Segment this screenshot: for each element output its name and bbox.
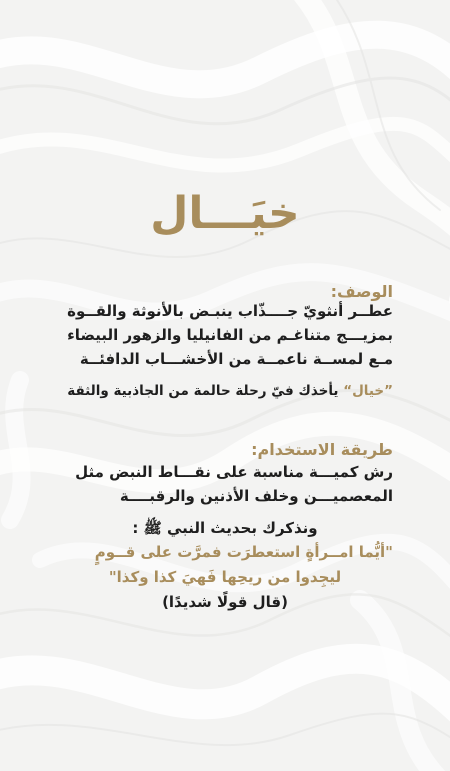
description-line-3: مـع لمســة ناعمــة من الأخشـــاب الدافئــة: [79, 350, 393, 368]
hadith-line-2: ليجِدوا من ريحِها فَهيَ كذا وكذا": [108, 568, 342, 586]
tagline-name: ”خيال“: [343, 383, 393, 399]
description-heading: الوصف:: [330, 282, 393, 301]
description-tagline: [57, 383, 393, 399]
tagline-text: يأخذك فيّ رحلة حالمة من الجاذبية والثقة: [67, 383, 339, 399]
hadith-closing: (قال قولًا شديدًا): [162, 593, 288, 611]
hadith-intro: ونذكرك بحديث النبي ﷺ :: [132, 519, 318, 537]
usage-heading: طريقة الاستخدام:: [251, 440, 393, 459]
hadith-line-1: "أيُّما امــرأةٍ استعطرَت فمرَّت على قــومٍ: [94, 543, 393, 561]
description-line-2: بمزيـــج متناغـم من الفانيليا والزهور البيضاء: [67, 326, 393, 344]
description-line-1: عطــر أنثويّ جــــذّاب ينبـض بالأنوثة والقــوة: [67, 302, 393, 320]
usage-line-1: رش كميـــة مناسبة على نقـــاط النبض مثل: [75, 463, 393, 481]
product-title: خيَـــال: [150, 188, 300, 239]
usage-line-2: المعصميـــن وخلف الأذنين والرقبــــة: [119, 487, 393, 505]
